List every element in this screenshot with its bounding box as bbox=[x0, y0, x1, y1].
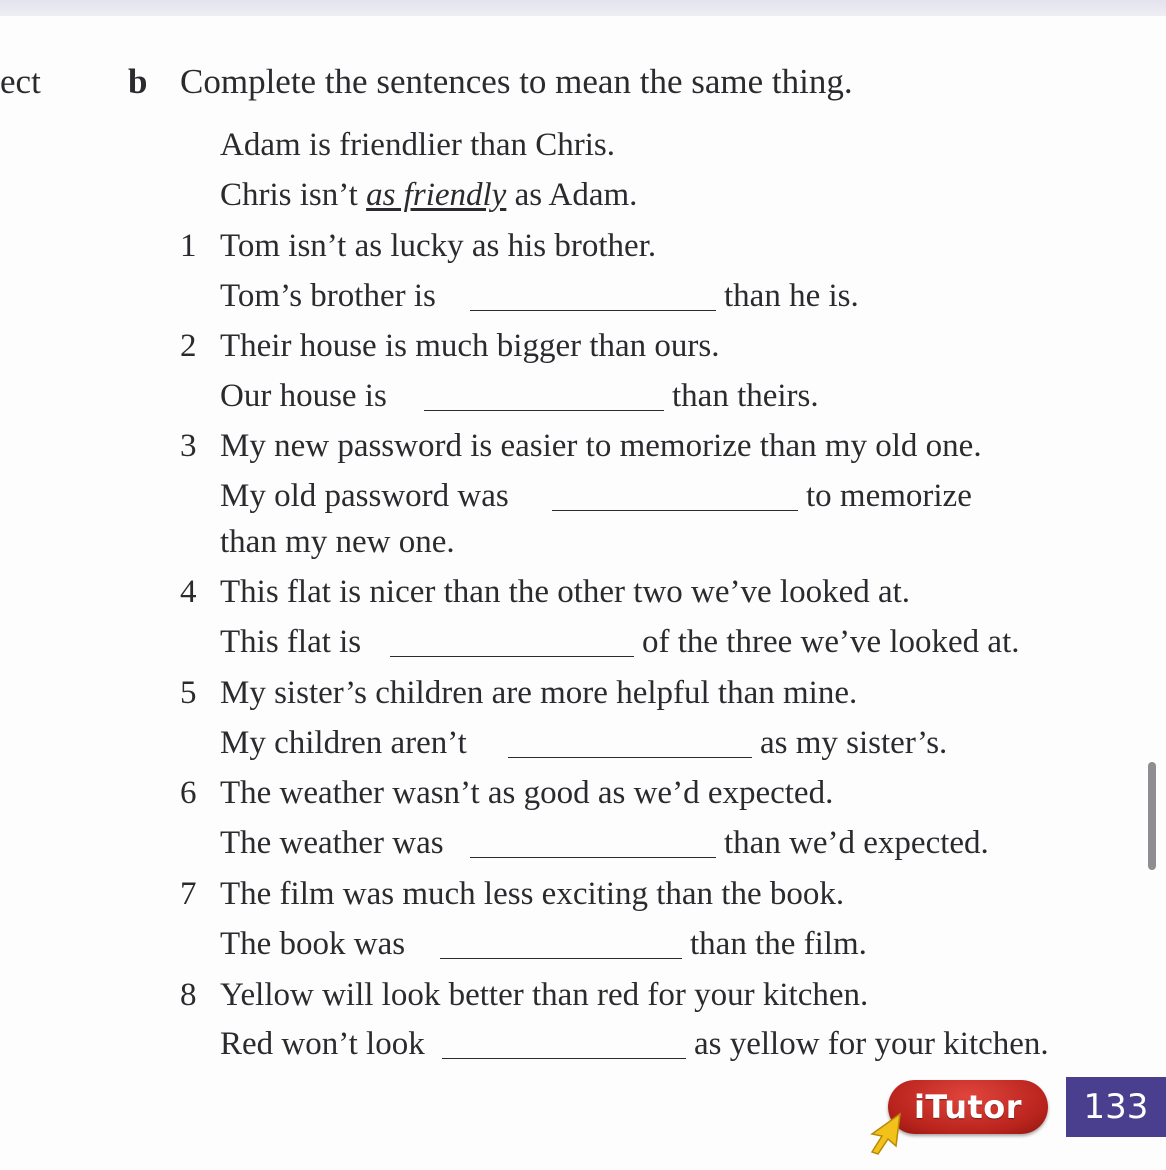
item-answer-before: Tom’s brother is bbox=[220, 278, 436, 314]
exercise-instruction: Complete the sentences to mean the same thing. bbox=[180, 62, 853, 101]
item-number: 7 bbox=[180, 876, 197, 912]
item-number: 4 bbox=[180, 574, 197, 610]
example-answer: as friendly bbox=[366, 177, 507, 213]
item-number: 8 bbox=[180, 977, 197, 1013]
item-prompt: Their house is much bigger than ours. bbox=[220, 328, 720, 364]
item-answer-after: than the film. bbox=[690, 926, 867, 962]
answer-blank[interactable] bbox=[470, 310, 716, 311]
itutor-badge[interactable]: iTutor bbox=[888, 1080, 1048, 1134]
answer-blank[interactable] bbox=[424, 410, 664, 411]
example-prompt: Adam is friendlier than Chris. bbox=[220, 127, 616, 163]
item-answer-after: as my sister’s. bbox=[760, 725, 948, 761]
item-answer-before: My old password was bbox=[220, 478, 509, 514]
answer-blank[interactable] bbox=[442, 1058, 686, 1059]
item-answer-before: The weather was bbox=[220, 825, 444, 861]
answer-blank[interactable] bbox=[552, 510, 798, 511]
item-answer-after: of the three we’ve looked at. bbox=[642, 624, 1020, 660]
item-prompt: This flat is nicer than the other two we’ve looked at. bbox=[220, 574, 911, 610]
item-answer-before: The book was bbox=[220, 926, 406, 962]
item-prompt: My new password is easier to memorize than my old one. bbox=[220, 428, 982, 464]
item-answer-before: My children aren’t bbox=[220, 725, 467, 761]
item-prompt: Tom isn’t as lucky as his brother. bbox=[220, 228, 657, 264]
item-answer-after: than we’d expected. bbox=[724, 825, 989, 861]
scrollbar-thumb[interactable] bbox=[1148, 762, 1156, 870]
item-number: 5 bbox=[180, 675, 197, 711]
item-number: 6 bbox=[180, 775, 197, 811]
top-band bbox=[0, 0, 1166, 16]
item-answer-after: to memorize bbox=[806, 478, 972, 514]
item-answer-before: Red won’t look bbox=[220, 1026, 425, 1062]
item-number: 3 bbox=[180, 428, 197, 464]
item-number: 1 bbox=[180, 228, 197, 264]
example-answer-before: Chris isn’t bbox=[220, 177, 358, 213]
answer-blank[interactable] bbox=[508, 757, 752, 758]
item-number: 2 bbox=[180, 328, 197, 364]
item-answer-before: This flat is bbox=[220, 624, 362, 660]
answer-blank[interactable] bbox=[390, 656, 634, 657]
answer-blank[interactable] bbox=[440, 958, 682, 959]
item-answer-after: than he is. bbox=[724, 278, 859, 314]
exercise-letter: b bbox=[128, 62, 148, 101]
page-number: 133 bbox=[1066, 1077, 1166, 1137]
item-prompt: The weather wasn’t as good as we’d expected. bbox=[220, 775, 834, 811]
example-answer-after: as Adam. bbox=[514, 177, 638, 213]
item-answer-after: than theirs. bbox=[672, 378, 819, 414]
item-answer-after: as yellow for your kitchen. bbox=[694, 1026, 1049, 1062]
item-answer-continuation: than my new one. bbox=[220, 524, 455, 560]
cursor-arrow-icon bbox=[866, 1112, 906, 1156]
example-answer-line bbox=[220, 175, 637, 215]
answer-blank[interactable] bbox=[470, 857, 716, 858]
item-prompt: The film was much less exciting than the book. bbox=[220, 876, 845, 912]
item-prompt: Yellow will look better than red for your kitchen. bbox=[220, 977, 869, 1013]
margin-fragment: ect bbox=[0, 62, 41, 101]
item-prompt: My sister’s children are more helpful than mine. bbox=[220, 675, 858, 711]
item-answer-before: Our house is bbox=[220, 378, 387, 414]
